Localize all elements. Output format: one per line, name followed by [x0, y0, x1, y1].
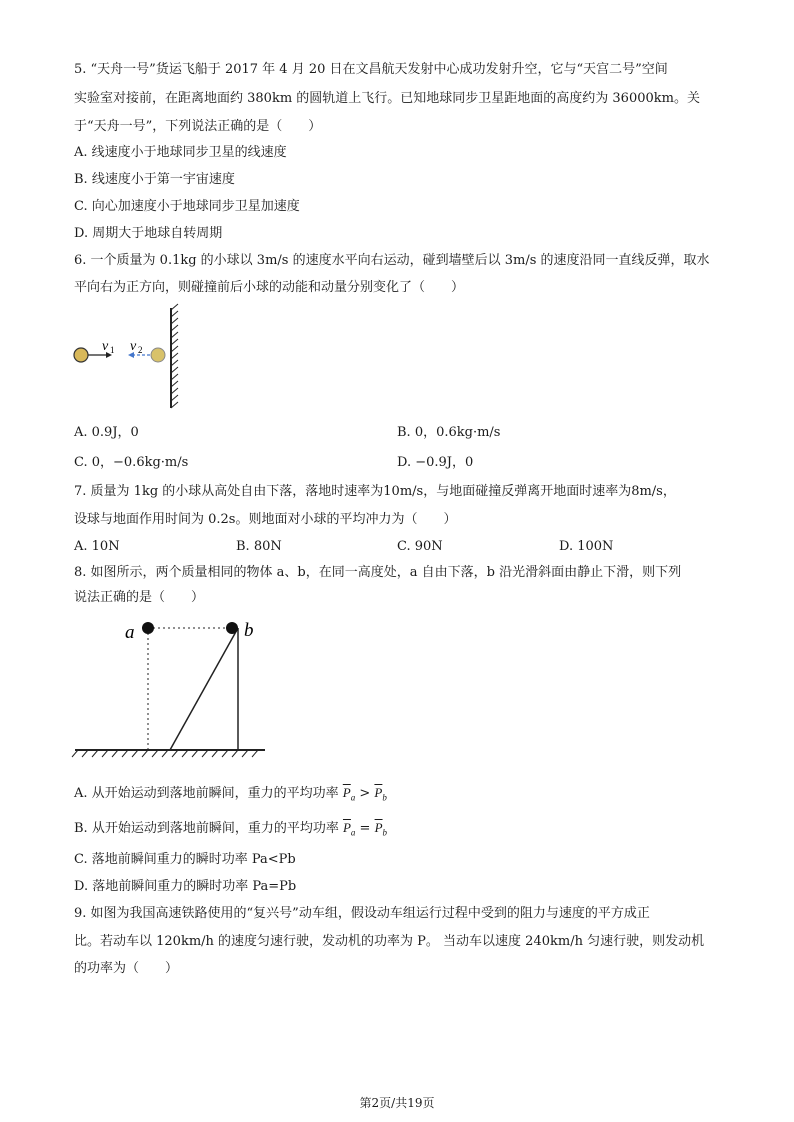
ball-before: [74, 348, 88, 362]
incline-slope: [170, 628, 238, 750]
object-a: [142, 622, 154, 634]
q8-option-b: [74, 820, 387, 841]
ground-hatching: [72, 750, 258, 757]
ball-after: [151, 348, 165, 362]
q8-option-a-pb-sub: b: [382, 792, 387, 803]
q5-stem-line1: 5. “天舟一号”货运飞船于 2017 年 4 月 20 日在文昌航天发射中心成功发射升空，它与“天宫二号”空间: [74, 62, 668, 77]
label-b: b: [244, 620, 254, 641]
q8-stem-line1: 8. 如图所示，两个质量相同的物体 a、b，在同一高度处，a 自由下落，b 沿光滑斜面由静止下滑，则下列: [74, 565, 682, 580]
q8-incline-figure: [70, 610, 270, 765]
v2-sub: 2: [138, 345, 143, 355]
q8-stem-line2: 说法正确的是（ ）: [74, 590, 205, 605]
q8-option-b-text: B. 从开始运动到落地前瞬间，重力的平均功率: [74, 821, 339, 836]
q8-option-b-pa-sub: a: [350, 827, 356, 838]
q7-stem-line1: 7. 质量为 1kg 的小球从高处自由下落，落地时速率为10m/s，与地面碰撞反弹离开地面时速率为8m/s，: [74, 484, 676, 499]
q9-stem-line3: 的功率为（ ）: [74, 961, 179, 976]
q5-option-c: C. 向心加速度小于地球同步卫星加速度: [74, 199, 300, 214]
q6-option-c: C. 0，−0.6kg·m/s: [74, 455, 189, 470]
q7-option-b: B. 80N: [236, 539, 282, 554]
q6-option-a: A. 0.9J，0: [74, 425, 139, 440]
q8-option-b-op: =: [355, 821, 375, 836]
q7-stem-line2: 设球与地面作用时间为 0.2s。则地面对小球的平均冲力为（ ）: [74, 512, 457, 527]
page-footer: 第2页/共19页: [359, 1096, 435, 1110]
q7-option-a: A. 10N: [74, 539, 120, 554]
q5-option-b: B. 线速度小于第一宇宙速度: [74, 172, 235, 187]
label-a: a: [125, 622, 135, 643]
q6-option-b: B. 0，0.6kg·m/s: [397, 425, 501, 440]
q6-stem-line2: 平向右为正方向，则碰撞前后小球的动能和动量分别变化了（ ）: [74, 280, 465, 295]
q7-option-d: D. 100N: [559, 539, 614, 554]
q8-option-b-pb-sub: b: [382, 827, 388, 838]
q9-stem-line2: 比。若动车以 120km/h 的速度匀速行驶，发动机的功率为 P。 当动车以速度 240km/h 匀速行驶，则发动机: [74, 934, 705, 949]
q8-option-a: [74, 785, 387, 806]
q5-stem-line2: 实验室对接前，在距离地面约 380km 的圆轨道上飞行。已知地球同步卫星距地面的高度约为 36000km。关: [74, 91, 700, 106]
q8-option-d: D. 落地前瞬间重力的瞬时功率 Pa=Pb: [74, 879, 297, 894]
q8-option-a-text: A. 从开始运动到落地前瞬间，重力的平均功率: [74, 786, 339, 801]
q7-option-c: C. 90N: [397, 539, 443, 554]
v1-sub: 1: [110, 345, 115, 355]
q5-option-d: D. 周期大于地球自转周期: [74, 226, 223, 241]
q8-option-b-pb: $\overline{P}$: [374, 820, 383, 835]
q5-option-a: A. 线速度小于地球同步卫星的线速度: [74, 145, 287, 160]
q8-option-c: C. 落地前瞬间重力的瞬时功率 Pa<Pb: [74, 852, 296, 867]
q8-option-a-op: >: [355, 786, 375, 801]
q9-stem-line1: 9. 如图为我国高速铁路使用的“复兴号”动车组，假设动车组运行过程中受到的阻力与速度的平方成正: [74, 906, 650, 921]
q6-ball-wall-figure: [66, 300, 196, 415]
v2-label: v: [130, 339, 137, 354]
q6-stem-line1: 6. 一个质量为 0.1kg 的小球以 3m/s 的速度水平向右运动，碰到墙壁后以 3m/s 的速度沿同一直线反弹，取水: [74, 253, 710, 268]
q5-stem-line3: 于“天舟一号”，下列说法正确的是（ ）: [74, 119, 322, 134]
q8-option-a-pa-sub: a: [350, 792, 356, 803]
v1-label: v: [102, 339, 109, 354]
q8-option-a-pb: $\overline{P}$: [374, 785, 383, 800]
object-b: [226, 622, 238, 634]
wall-hatching: [171, 304, 178, 408]
q6-option-d: D. −0.9J，0: [397, 455, 474, 470]
q8-option-b-pa: $\overline{P}$: [342, 820, 351, 835]
q8-option-a-pa: $\overline{P}$: [342, 785, 351, 800]
